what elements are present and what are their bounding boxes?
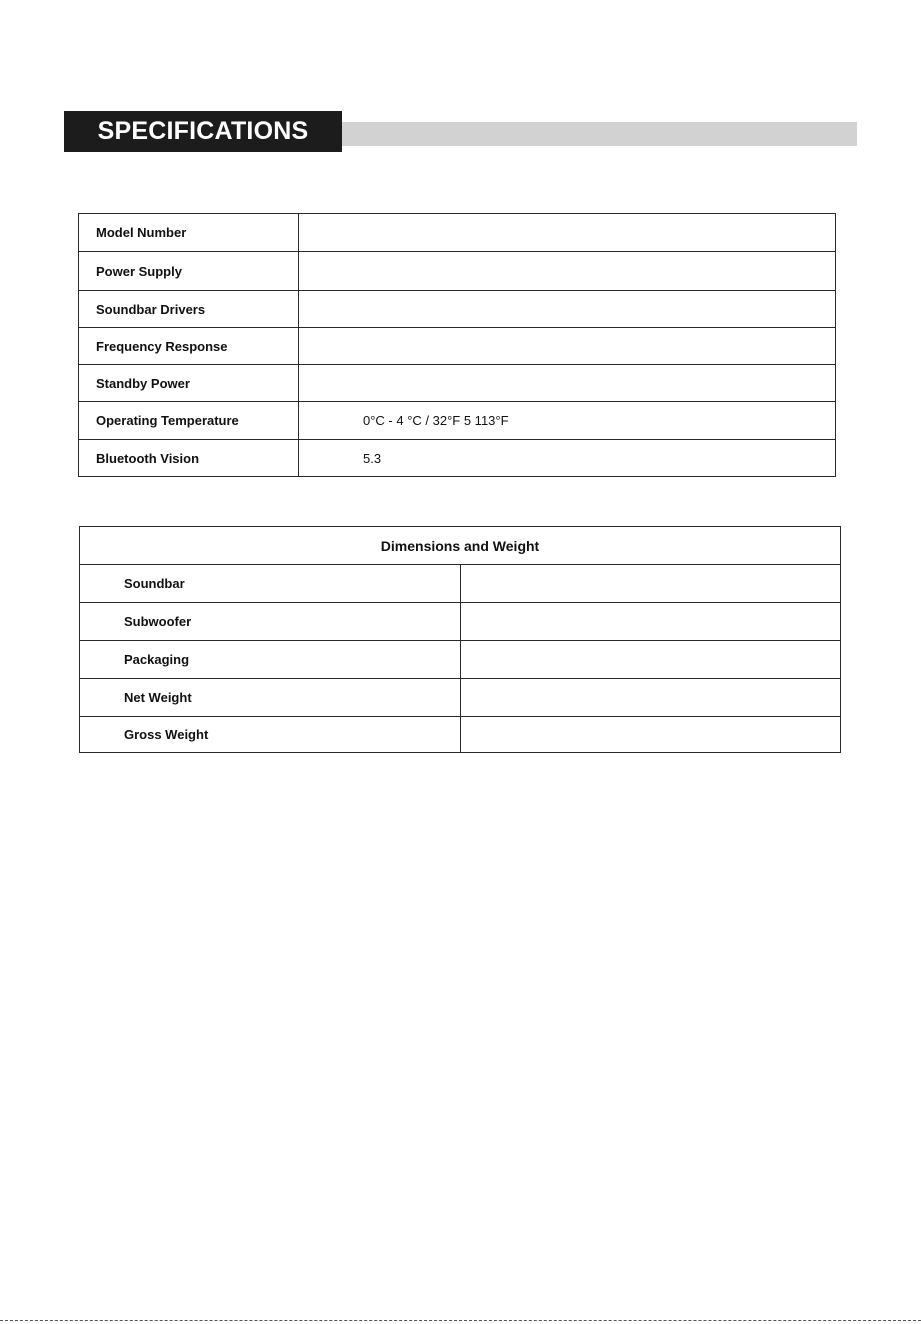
dim-label-soundbar: Soundbar [80,565,461,603]
specifications-table [78,213,836,477]
spec-label-power-supply: Power Supply [79,252,299,291]
section-banner [64,111,857,152]
dim-value-soundbar [460,565,841,603]
table-row [79,328,836,365]
dim-label-packaging: Packaging [80,641,461,679]
dim-value-net-weight [460,679,841,717]
spec-label-soundbar-drivers: Soundbar Drivers [79,291,299,328]
table-row [79,440,836,477]
spec-value-frequency-response [299,328,836,365]
table-row [79,252,836,291]
dim-value-gross-weight [460,717,841,753]
spec-label-model-number: Model Number [79,214,299,252]
dim-value-subwoofer [460,603,841,641]
spec-value-operating-temperature: 0°C - 4 °C / 32°F 5 113°F [299,402,836,440]
table-row [80,717,841,753]
table-header-row [80,527,841,565]
table-row [80,641,841,679]
footer-dashed-rule [0,1320,921,1321]
spec-value-model-number [299,214,836,252]
dim-label-gross-weight: Gross Weight [80,717,461,753]
banner-bar [342,122,857,146]
table-row [79,365,836,402]
table-row [79,291,836,328]
spec-value-standby-power [299,365,836,402]
dim-label-subwoofer: Subwoofer [80,603,461,641]
spec-label-bluetooth-vision: Bluetooth Vision [79,440,299,477]
spec-value-bluetooth-vision: 5.3 [299,440,836,477]
table-row [80,679,841,717]
dim-value-packaging [460,641,841,679]
spec-label-frequency-response: Frequency Response [79,328,299,365]
spec-label-standby-power: Standby Power [79,365,299,402]
dim-label-net-weight: Net Weight [80,679,461,717]
table-row [80,603,841,641]
table-row [79,402,836,440]
spec-label-operating-temperature: Operating Temperature [79,402,299,440]
spec-value-soundbar-drivers [299,291,836,328]
spec-value-power-supply [299,252,836,291]
dimensions-table [79,526,841,753]
page-title: SPECIFICATIONS [64,111,342,152]
table-row [79,214,836,252]
dimensions-title: Dimensions and Weight [80,527,841,565]
table-row [80,565,841,603]
